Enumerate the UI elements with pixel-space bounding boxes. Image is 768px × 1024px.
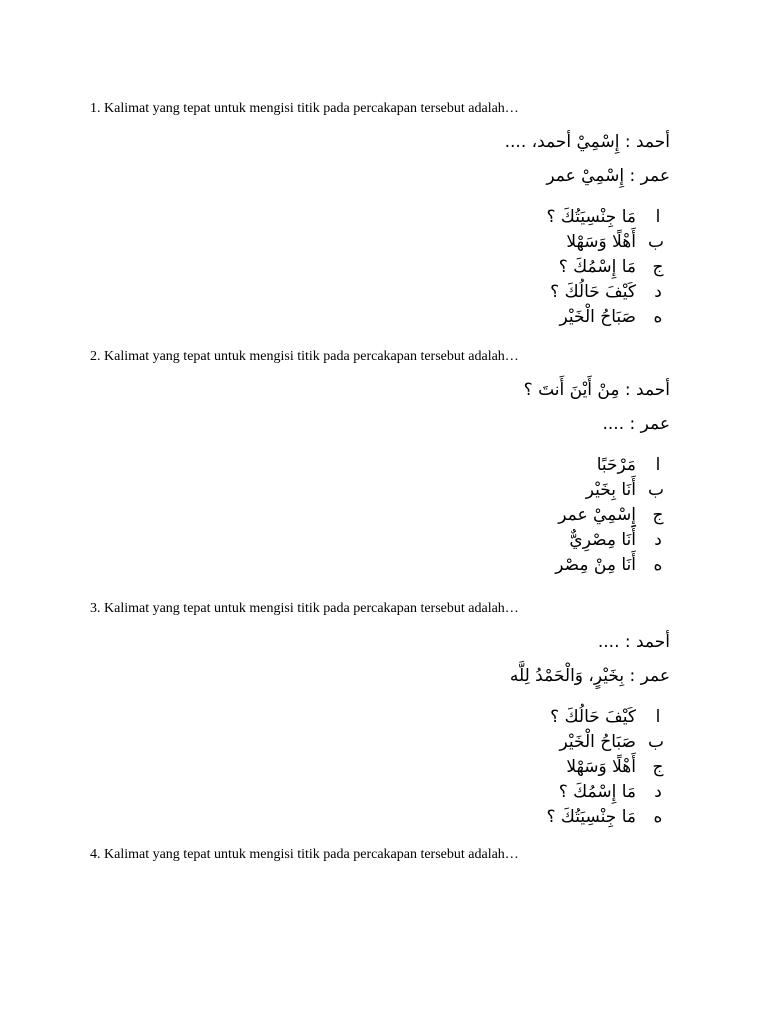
question-prompt: 4. Kalimat yang tepat untuk mengisi titik pada percakapan tersebut adalah…: [90, 847, 519, 862]
option-b: [0, 230, 768, 255]
option-text: كَيْفَ حَالُكَ ؟: [550, 707, 636, 727]
option-d: [0, 528, 768, 553]
option-b: [0, 478, 768, 503]
dialog-line-umar: عمر : بِخَيْرٍ، وَالْحَمْدُ لِلَّه: [509, 666, 670, 686]
option-a: [0, 453, 768, 478]
option-letter: د: [654, 530, 662, 550]
option-letter: ا: [655, 707, 661, 727]
dialog-line-ahmad: أحمد : إِسْمِيْ أحمد، ....: [504, 132, 670, 152]
option-text: أَهْلًا وَسَهْلا: [566, 757, 636, 777]
option-letter: ه: [653, 555, 663, 575]
option-letter: د: [654, 282, 662, 302]
option-text: صَبَاحُ الْخَيْر: [559, 307, 636, 327]
option-letter: ه: [653, 307, 663, 327]
dialog-line-umar: عمر : ....: [602, 414, 670, 434]
question-prompt: 2. Kalimat yang tepat untuk mengisi titik pada percakapan tersebut adalah…: [90, 349, 519, 364]
option-text: مَا جِنْسِيَتُكَ ؟: [546, 207, 636, 227]
option-text: أَنَا مِصْرِيٌّ: [569, 530, 636, 550]
question-prompt: 3. Kalimat yang tepat untuk mengisi titik pada percakapan tersebut adalah…: [90, 601, 519, 616]
option-letter: ه: [653, 807, 663, 827]
option-text: أَهْلًا وَسَهْلا: [566, 232, 636, 252]
dialog-line-umar: عمر : إِسْمِيْ عمر: [546, 166, 670, 186]
option-text: إِسْمِيْ عمر: [558, 505, 636, 525]
question-prompt: 1. Kalimat yang tepat untuk mengisi titik pada percakapan tersebut adalah…: [90, 101, 519, 116]
option-d: [0, 280, 768, 305]
option-a: [0, 205, 768, 230]
option-text: مَا جِنْسِيَتُكَ ؟: [546, 807, 636, 827]
option-e: [0, 805, 768, 830]
question-3: [0, 600, 768, 832]
option-c: [0, 503, 768, 528]
option-text: أَنَا مِنْ مِصْر: [555, 555, 636, 575]
option-c: [0, 755, 768, 780]
option-letter: ب: [647, 732, 664, 752]
option-e: [0, 305, 768, 330]
option-d: [0, 780, 768, 805]
option-letter: ج: [652, 757, 664, 777]
question-4: [0, 846, 768, 906]
option-text: كَيْفَ حَالُكَ ؟: [550, 282, 636, 302]
option-a: [0, 705, 768, 730]
dialog-line-ahmad: أحمد : ....: [597, 632, 670, 652]
option-text: صَبَاحُ الْخَيْر: [559, 732, 636, 752]
option-letter: ب: [647, 480, 664, 500]
option-text: مَا إِسْمُكَ ؟: [558, 257, 636, 277]
option-letter: د: [654, 782, 662, 802]
option-text: أَنَا بِخَيْر: [585, 480, 636, 500]
question-2: [0, 348, 768, 580]
option-letter: ا: [655, 455, 661, 475]
option-letter: ا: [655, 207, 661, 227]
option-letter: ج: [652, 257, 664, 277]
option-c: [0, 255, 768, 280]
option-b: [0, 730, 768, 755]
option-text: مَرْحَبًا: [596, 455, 636, 475]
dialog-line-ahmad: أحمد : مِنْ أَيْنَ أَنتَ ؟: [523, 380, 670, 400]
option-text: مَا إِسْمُكَ ؟: [558, 782, 636, 802]
option-letter: ب: [647, 232, 664, 252]
option-e: [0, 553, 768, 578]
question-1: [0, 100, 768, 332]
option-letter: ج: [652, 505, 664, 525]
